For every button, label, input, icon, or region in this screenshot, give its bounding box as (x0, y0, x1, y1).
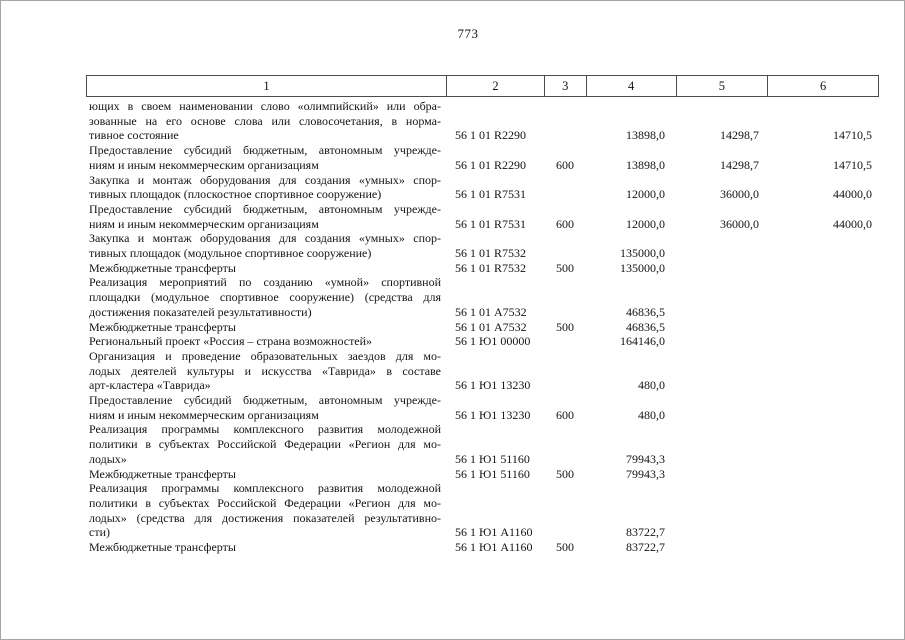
column-header-3: 3 (544, 76, 586, 96)
cell-expense-kind-code: 600 (556, 407, 574, 422)
table-row (86, 467, 879, 482)
cell-expense-kind-code: 500 (556, 466, 574, 481)
description-line: лодых» (средства для достижения показателей результативно- (89, 510, 441, 525)
cell-description (86, 231, 446, 260)
table-header-row (86, 75, 879, 97)
description-line: достижения показателей результативности) (89, 304, 312, 319)
table-row (86, 334, 879, 349)
description-line: Закупка и монтаж оборудования для создания «умных» спор- (89, 172, 441, 187)
description-line: сти) (89, 525, 110, 540)
cell-amount-col5: 14298,7 (720, 157, 759, 172)
cell-amount-col4: 46836,5 (626, 319, 665, 334)
column-header-6: 6 (767, 76, 878, 96)
description-line: лодых» (89, 451, 127, 466)
cell-amount-col6: 44000,0 (833, 187, 872, 202)
cell-amount-col4: 480,0 (638, 378, 665, 393)
cell-classification-code: 56 1 01 А7532 (455, 304, 527, 319)
description-line: Межбюджетные трансферты (89, 260, 236, 275)
description-line: ющих в своем наименовании слово «олимпийский» или обра- (89, 99, 441, 113)
description-line: Межбюджетные трансферты (89, 466, 236, 481)
cell-classification-code: 56 1 Ю1 51160 (455, 451, 530, 466)
cell-description (86, 393, 446, 422)
table-row (86, 173, 879, 202)
description-line: Реализация мероприятий по созданию «умной» спортивной (89, 275, 441, 290)
table-body (86, 97, 879, 555)
cell-description (86, 173, 446, 202)
description-line: ниям и иным некоммерческим организациям (89, 216, 319, 231)
table-row (86, 143, 879, 172)
table-row (86, 422, 879, 466)
cell-expense-kind-code: 600 (556, 157, 574, 172)
cell-classification-code: 56 1 Ю1 13230 (455, 407, 531, 422)
description-line: политики в субъектах Российской Федерации «Регион для мо- (89, 437, 441, 452)
cell-classification-code: 56 1 Ю1 00000 (455, 334, 531, 349)
cell-description (86, 261, 446, 276)
cell-amount-col4: 46836,5 (626, 304, 665, 319)
description-line: тивное состояние (89, 128, 179, 143)
cell-amount-col4: 164146,0 (620, 334, 665, 349)
column-header-2: 2 (446, 76, 544, 96)
cell-classification-code: 56 1 01 R2290 (455, 157, 527, 172)
cell-amount-col4: 135000,0 (620, 260, 665, 275)
cell-description (86, 320, 446, 335)
cell-amount-col6: 44000,0 (833, 216, 872, 231)
cell-classification-code: 56 1 01 R7532 (455, 260, 527, 275)
cell-classification-code: 56 1 Ю1 А1160 (455, 525, 533, 540)
description-line: лодых деятелей культуры и искусства «Таврида» в составе (89, 363, 441, 378)
cell-classification-code: 56 1 Ю1 А1160 (455, 540, 533, 555)
cell-description (86, 202, 446, 231)
description-line: Межбюджетные трансферты (89, 319, 236, 334)
cell-amount-col5: 14298,7 (720, 128, 759, 143)
page-number: 773 (457, 26, 479, 41)
cell-expense-kind-code: 600 (556, 216, 574, 231)
table-row (86, 261, 879, 276)
description-line: Межбюджетные трансферты (89, 540, 236, 555)
cell-classification-code: 56 1 01 А7532 (455, 319, 527, 334)
description-line: зованные на его основе слова или словосочетания, в норма- (89, 113, 441, 128)
table-row (86, 540, 879, 555)
cell-amount-col5: 36000,0 (720, 187, 759, 202)
cell-description (86, 467, 446, 482)
cell-amount-col4: 83722,7 (626, 540, 665, 555)
column-header-5: 5 (676, 76, 768, 96)
cell-description (86, 422, 446, 466)
table-row (86, 481, 879, 540)
cell-description (86, 334, 446, 349)
cell-classification-code: 56 1 Ю1 51160 (455, 466, 530, 481)
description-line: тивных площадок (плоскостное спортивное сооружение) (89, 187, 382, 202)
cell-description (86, 143, 446, 172)
description-line: Предоставление субсидий бюджетным, автономным учрежде- (89, 201, 441, 216)
cell-expense-kind-code: 500 (556, 540, 574, 555)
cell-amount-col4: 79943,3 (626, 451, 665, 466)
cell-amount-col5: 36000,0 (720, 216, 759, 231)
cell-expense-kind-code: 500 (556, 260, 574, 275)
cell-description (86, 275, 446, 319)
table-row (86, 99, 879, 143)
cell-amount-col4: 13898,0 (626, 128, 665, 143)
column-header-1: 1 (263, 78, 270, 93)
description-line: ниям и иным некоммерческим организациям (89, 157, 319, 172)
cell-classification-code: 56 1 Ю1 13230 (455, 378, 531, 393)
cell-amount-col6: 14710,5 (833, 157, 872, 172)
description-line: арт-кластера «Таврида» (89, 378, 211, 393)
description-line: Организация и проведение образовательных заездов для мо- (89, 348, 441, 363)
table-row (86, 349, 879, 393)
cell-amount-col6: 14710,5 (833, 128, 872, 143)
cell-amount-col4: 12000,0 (626, 216, 665, 231)
cell-amount-col4: 12000,0 (626, 187, 665, 202)
description-line: Реализация программы комплексного развития молодежной (89, 481, 441, 496)
cell-description (86, 99, 446, 143)
cell-classification-code: 56 1 01 R7531 (455, 216, 527, 231)
cell-amount-col4: 480,0 (638, 407, 665, 422)
table-row (86, 231, 879, 260)
budget-table (86, 75, 879, 555)
cell-expense-kind-code: 500 (556, 319, 574, 334)
description-line: Региональный проект «Россия – страна возможностей» (89, 334, 373, 349)
description-line: Закупка и монтаж оборудования для создания «умных» спор- (89, 231, 441, 246)
cell-description (86, 481, 446, 540)
description-line: Предоставление субсидий бюджетным, автономным учрежде- (89, 143, 441, 158)
table-row (86, 320, 879, 335)
table-row (86, 275, 879, 319)
description-line: Реализация программы комплексного развития молодежной (89, 422, 441, 437)
description-line: Предоставление субсидий бюджетным, автономным учрежде- (89, 393, 441, 408)
table-row (86, 202, 879, 231)
cell-classification-code: 56 1 01 R7532 (455, 246, 527, 261)
cell-description (86, 349, 446, 393)
cell-amount-col4: 13898,0 (626, 157, 665, 172)
cell-amount-col4: 135000,0 (620, 246, 665, 261)
cell-amount-col4: 79943,3 (626, 466, 665, 481)
cell-description (86, 540, 446, 555)
description-line: ниям и иным некоммерческим организациям (89, 407, 319, 422)
cell-classification-code: 56 1 01 R7531 (455, 187, 527, 202)
column-header-4: 4 (586, 76, 676, 96)
description-line: тивных площадок (модульное спортивное сооружение) (89, 246, 372, 261)
table-row (86, 393, 879, 422)
cell-classification-code: 56 1 01 R2290 (455, 128, 527, 143)
description-line: политики в субъектах Российской Федерации «Регион для мо- (89, 495, 441, 510)
description-line: площадки (модульное спортивное сооружение) (средства для (89, 290, 441, 305)
cell-amount-col4: 83722,7 (626, 525, 665, 540)
